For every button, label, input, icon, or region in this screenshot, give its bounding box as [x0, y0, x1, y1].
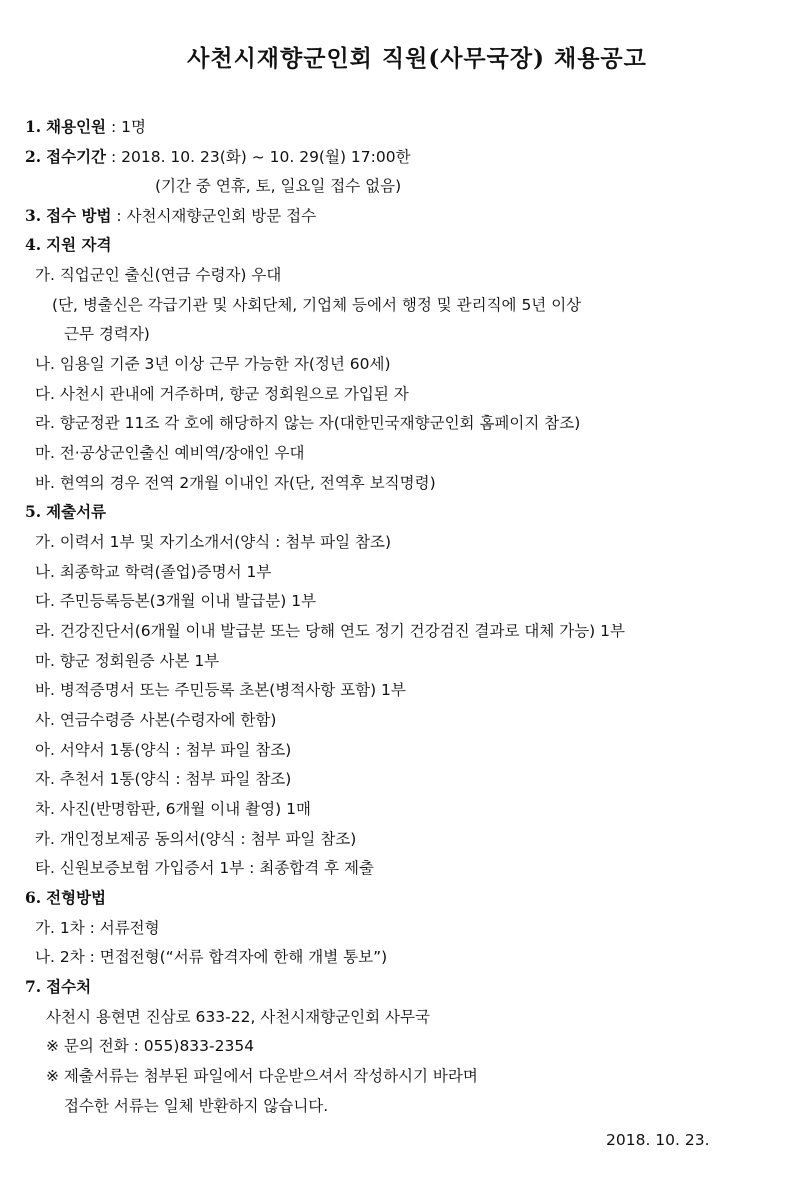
- announcement-date: 2018. 10. 23.: [606, 1131, 710, 1149]
- section-label: 지원 자격: [46, 235, 112, 254]
- notice-text: 접수한 서류는 일체 반환하지 않습니다.: [64, 1097, 329, 1115]
- section-number: 5.: [25, 502, 42, 521]
- section-number: 1.: [25, 117, 42, 136]
- list-item: 사. 연금수령증 사본(수령자에 한함): [35, 711, 277, 729]
- list-item: 마. 전·공상군인출신 예비역/장애인 우대: [35, 444, 305, 462]
- section-number: 2.: [25, 147, 42, 166]
- list-item: 바. 병적증명서 또는 주민등록 초본(병적사항 포함) 1부: [35, 681, 406, 699]
- section-selection-process: [25, 886, 106, 910]
- section-label: 접수 방법: [46, 206, 112, 225]
- list-item: 차. 사진(반명함판, 6개월 이내 촬영) 1매: [35, 800, 311, 818]
- section-number: 3.: [25, 206, 42, 225]
- list-item: 자. 추천서 1통(양식 : 첨부 파일 참조): [35, 770, 292, 788]
- list-item: 가. 1차 : 서류전형: [35, 919, 160, 937]
- section-application-method: [25, 204, 316, 228]
- list-item: 가. 직업군인 출신(연금 수령자) 우대: [35, 266, 282, 284]
- section-value: : 1명: [110, 118, 146, 136]
- list-item: 다. 사천시 관내에 거주하며, 향군 정회원으로 가입된 자: [35, 385, 409, 403]
- contact-phone: ※ 문의 전화 : 055)833-2354: [46, 1037, 255, 1055]
- list-item: 라. 건강진단서(6개월 이내 발급분 또는 당해 연도 정기 건강검진 결과로 대체 가능) 1부: [35, 622, 625, 640]
- section-qualifications: [25, 233, 111, 257]
- section-label: 전형방법: [46, 888, 107, 907]
- list-item: 가. 이력서 1부 및 자기소개서(양식 : 첨부 파일 참조): [35, 533, 392, 551]
- section-label: 접수기간: [46, 147, 107, 166]
- section-label: 채용인원: [46, 117, 107, 136]
- section-value: : 사천시재향군인회 방문 접수: [116, 207, 317, 225]
- section-application-period: [25, 145, 411, 169]
- list-item: 나. 최종학교 학력(졸업)증명서 1부: [35, 563, 272, 581]
- section-value: : 2018. 10. 23(화) ~ 10. 29(월) 17:00한: [110, 148, 411, 166]
- list-item: 카. 개인정보제공 동의서(양식 : 첨부 파일 참조): [35, 830, 357, 848]
- list-item: 나. 2차 : 면접전형(“서류 합격자에 한해 개별 통보”): [35, 948, 388, 966]
- notice-text: ※ 제출서류는 첨부된 파일에서 다운받으셔서 작성하시기 바라며: [46, 1067, 478, 1085]
- list-item: 아. 서약서 1통(양식 : 첨부 파일 참조): [35, 741, 292, 759]
- office-address: 사천시 용현면 진삼로 633-22, 사천시재향군인회 사무국: [46, 1008, 430, 1026]
- period-note: (기간 중 연휴, 토, 일요일 접수 없음): [155, 177, 402, 195]
- list-item: 근무 경력자): [64, 325, 150, 343]
- list-item: 나. 임용일 기준 3년 이상 근무 가능한 자(정년 60세): [35, 355, 391, 373]
- section-number: 6.: [25, 888, 42, 907]
- list-item: 마. 향군 정회원증 사본 1부: [35, 652, 220, 670]
- list-item: 타. 신원보증보험 가입증서 1부 : 최종합격 후 제출: [35, 859, 374, 877]
- list-item: 바. 현역의 경우 전역 2개월 이내인 자(단, 전역후 보직명령): [35, 474, 436, 492]
- list-item: 라. 향군정관 11조 각 호에 해당하지 않는 자(대한민국재향군인회 홈페이지 참조): [35, 414, 581, 432]
- list-item: 다. 주민등록등본(3개월 이내 발급분) 1부: [35, 592, 317, 610]
- section-documents: [25, 500, 106, 524]
- section-number: 4.: [25, 235, 42, 254]
- page-title: 사천시재향군인회 직원(사무국장) 채용공고: [187, 45, 647, 72]
- list-item: (단, 병출신은 각급기관 및 사회단체, 기업체 등에서 행정 및 관리직에 5년 이상: [52, 296, 582, 314]
- section-number: 7.: [25, 977, 42, 996]
- section-submission-office: [25, 975, 91, 999]
- section-label: 접수처: [46, 977, 92, 996]
- section-recruit-count: [25, 115, 146, 139]
- section-label: 제출서류: [46, 502, 107, 521]
